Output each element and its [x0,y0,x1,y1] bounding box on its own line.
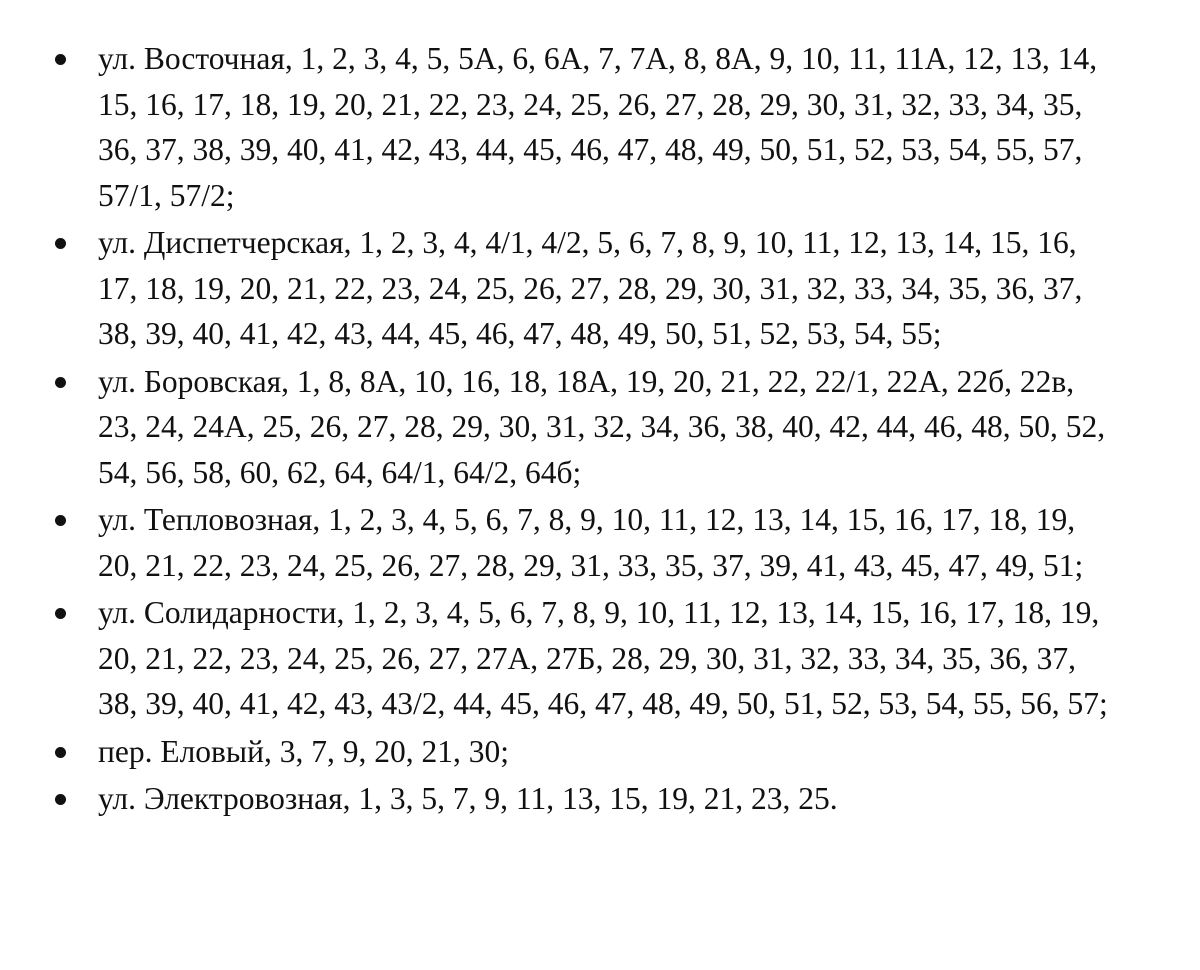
bullet-icon [55,794,66,805]
list-item [0,497,1160,588]
list-item [0,220,1160,357]
bullet-icon [55,238,66,249]
list-item [0,729,1160,775]
list-item-text: ул. Боровская, 1, 8, 8А, 10, 16, 18, 18А, 19, 20, 21, 22, 22/1, 22А, 22б, 22в, 23, 24, 24А, 25, 26, 27, 28, 29, 30, 31, 32, 34, 36, 38, 40, 42, 44, 46, 48, 50, 52, 54, 56, 58, 60, 62, 64, 64/1, 64/2, 64б; [98,363,1106,490]
list-item-text: ул. Электровозная, 1, 3, 5, 7, 9, 11, 13, 15, 19, 21, 23, 25. [98,781,838,816]
bullet-icon [55,747,66,758]
list-item-text: ул. Тепловозная, 1, 2, 3, 4, 5, 6, 7, 8, 9, 10, 11, 12, 13, 14, 15, 16, 17, 18, 19, 20, 21, 22, 23, 24, 25, 26, 27, 28, 29, 31, 33, 35, 37, 39, 41, 43, 45, 47, 49, 51; [98,502,1084,583]
list-item-text: пер. Еловый, 3, 7, 9, 20, 21, 30; [98,733,509,769]
street-list [0,36,1160,822]
list-item-text: ул. Солидарности, 1, 2, 3, 4, 5, 6, 7, 8, 9, 10, 11, 12, 13, 14, 15, 16, 17, 18, 19, 20, 21, 22, 23, 24, 25, 26, 27, 27А, 27Б, 28, 29, 30, 31, 32, 33, 34, 35, 36, 37, 38, 39, 40, 41, 42, 43, 43/2, 44, 45, 46, 47, 48, 49, 50, 51, 52, 53, 54, 55, 56, 57; [98,595,1108,721]
bullet-icon [55,608,66,619]
list-item [0,36,1160,218]
list-item [0,359,1160,496]
bullet-icon [55,54,66,65]
list-item-text: ул. Восточная, 1, 2, 3, 4, 5, 5А, 6, 6А, 7, 7А, 8, 8А, 9, 10, 11, 11А, 12, 13, 14, 15, 16, 17, 18, 19, 20, 21, 22, 23, 24, 25, 26, 27, 28, 29, 30, 31, 32, 33, 34, 35, 36, 37, 38, 39, 40, 41, 42, 43, 44, 45, 46, 47, 48, 49, 50, 51, 52, 53, 54, 55, 57, 57/1, 57/2; [98,41,1098,213]
list-item-text: ул. Диспетчерская, 1, 2, 3, 4, 4/1, 4/2, 5, 6, 7, 8, 9, 10, 11, 12, 13, 14, 15, 16, 17, 18, 19, 20, 21, 22, 23, 24, 25, 26, 27, 28, 29, 30, 31, 32, 33, 34, 35, 36, 37, 38, 39, 40, 41, 42, 43, 44, 45, 46, 47, 48, 49, 50, 51, 52, 53, 54, 55; [98,225,1083,351]
list-item [0,590,1160,727]
list-item [0,776,1160,822]
bullet-icon [55,515,66,526]
bullet-icon [55,377,66,388]
